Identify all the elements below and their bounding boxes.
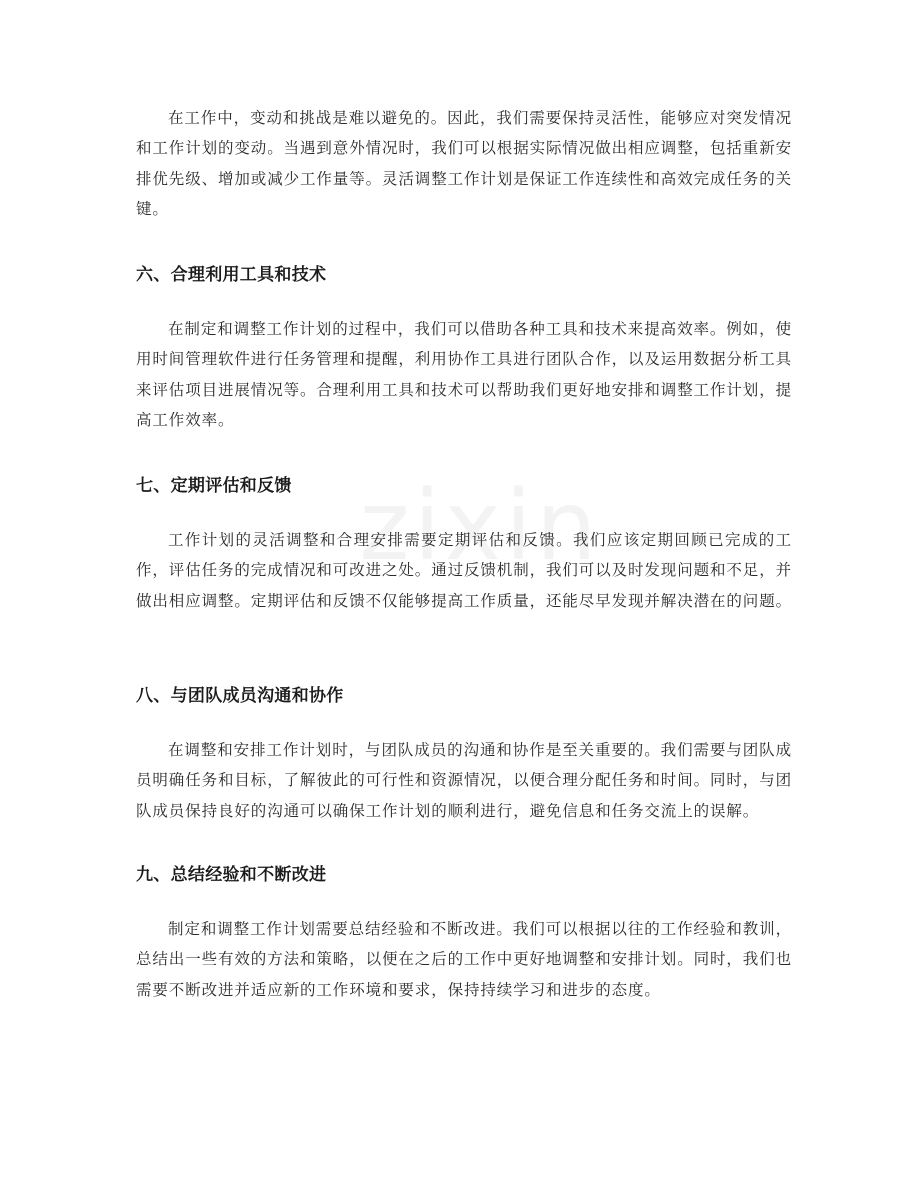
- section-seven-body: [136, 525, 792, 616]
- paragraph-flexibility: 在工作中，变动和挑战是难以避免的。因此，我们需要保持灵活性，能够应对突发情况和工作计划的变动。当遇到意外情况时，我们可以根据实际情况做出相应调整，包括重新安排优先级、增加或减少工作量等。灵活调整工作计划是保证工作连续性和高效完成任务的关键。: [136, 109, 793, 219]
- section-heading-eight: 八、与团队成员沟通和协作: [136, 686, 344, 706]
- paragraph-tools: 在制定和调整工作计划的过程中，我们可以借助各种工具和技术来提高效率。例如，使用时间管理软件进行任务管理和提醒，利用协作工具进行团队合作，以及运用数据分析工具来评估项目进展情况等。合理利用工具和技术可以帮助我们更好地安排和调整工作计划，提高工作效率。: [136, 320, 793, 430]
- section-heading-seven: 七、定期评估和反馈: [136, 476, 292, 496]
- paragraph-communication: 在调整和安排工作计划时，与团队成员的沟通和协作是至关重要的。我们需要与团队成员明确任务和目标，了解彼此的可行性和资源情况，以便合理分配任务和时间。同时，与团队成员保持良好的沟通可以确保工作计划的顺利进行，避免信息和任务交流上的误解。: [136, 741, 793, 820]
- section-intro: [136, 103, 792, 225]
- section-heading-nine: 九、总结经验和不断改进: [136, 865, 327, 885]
- section-six-body: [136, 314, 792, 436]
- paragraph-improvement: 制定和调整工作计划需要总结经验和不断改进。我们可以根据以往的工作经验和教训，总结出一些有效的方法和策略，以便在之后的工作中更好地调整和安排计划。同时，我们也需要不断改进并适应新的工作环境和要求，保持持续学习和进步的态度。: [136, 920, 793, 999]
- section-eight: [136, 684, 792, 708]
- section-nine: [136, 863, 792, 887]
- section-six: [136, 263, 792, 287]
- section-heading-six: 六、合理利用工具和技术: [136, 265, 327, 285]
- paragraph-evaluation: 工作计划的灵活调整和合理安排需要定期评估和反馈。我们应该定期回顾已完成的工作，评估任务的完成情况和可改进之处。通过反馈机制，我们可以及时发现问题和不足，并做出相应调整。定期评估和反馈不仅能够提高工作质量，还能尽早发现并解决潜在的问题。: [136, 531, 793, 610]
- section-nine-body: [136, 914, 792, 1005]
- section-eight-body: [136, 735, 792, 826]
- section-seven: [136, 474, 792, 498]
